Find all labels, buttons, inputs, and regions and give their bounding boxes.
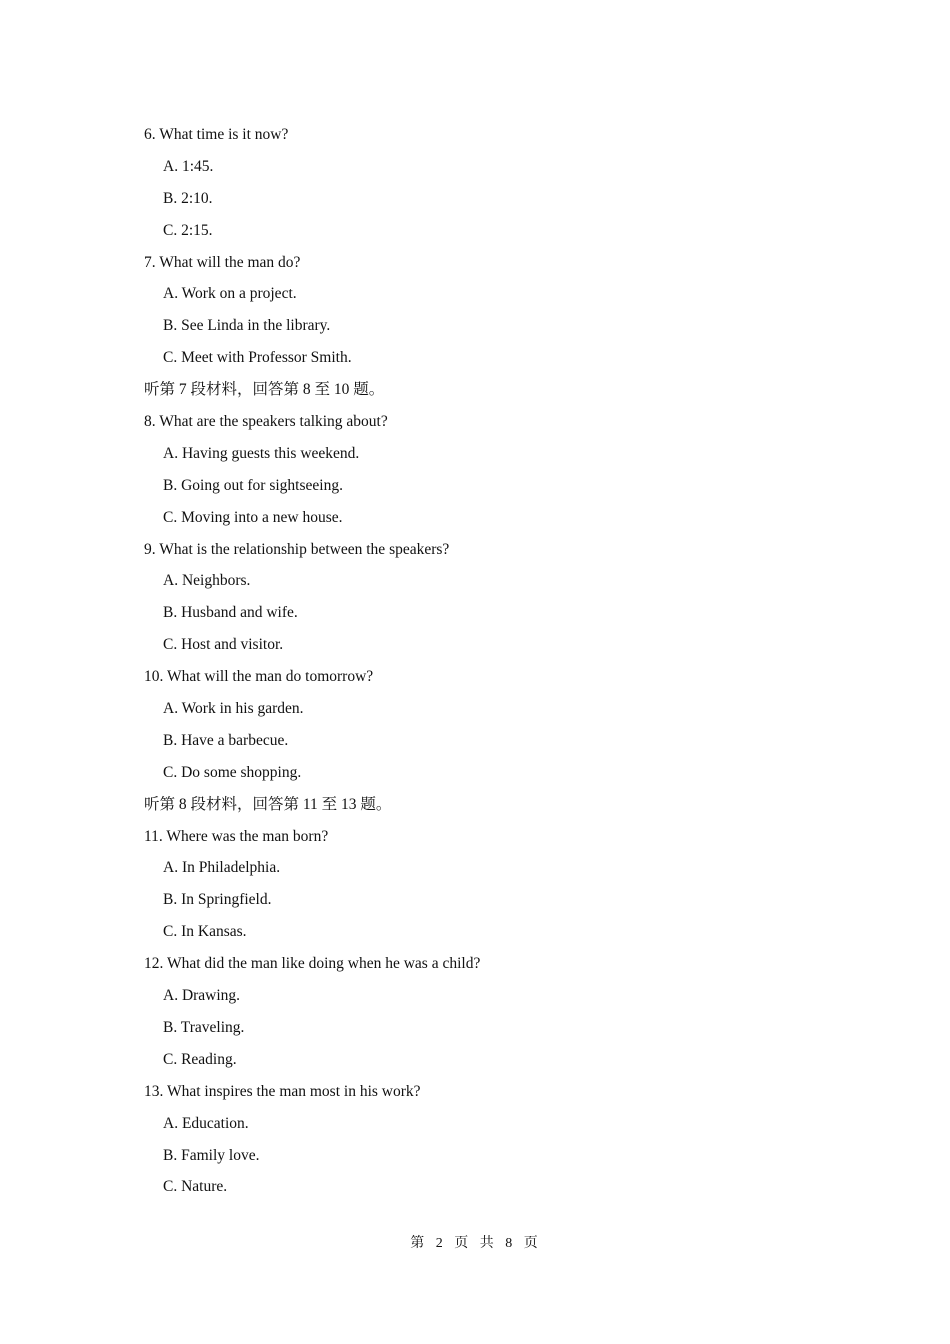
answer-option: B. Going out for sightseeing. — [163, 476, 343, 494]
answer-option: A. Neighbors. — [163, 572, 251, 590]
answer-option: C. Nature. — [163, 1178, 228, 1196]
question-text: 6. What time is it now? — [144, 126, 289, 143]
answer-option: A. Work on a project. — [163, 285, 297, 303]
question-text: 13. What inspires the man most in his work? — [144, 1082, 421, 1100]
question-text: 7. What will the man do? — [144, 253, 301, 271]
question-text: 11. Where was the man born? — [144, 827, 329, 845]
answer-option: B. Have a barbecue. — [163, 731, 289, 749]
answer-option: B. 2:10. — [163, 189, 213, 207]
answer-option: A. Work in his garden. — [163, 700, 304, 718]
answer-option: B. See Linda in the library. — [163, 317, 331, 335]
answer-option: A. Having guests this weekend. — [163, 444, 360, 462]
question-text: 10. What will the man do tomorrow? — [144, 668, 374, 686]
page-footer: 第 2 页 共 8 页 — [410, 1236, 540, 1251]
answer-option: C. Do some shopping. — [163, 763, 302, 781]
answer-option: A. 1:45. — [163, 157, 214, 175]
answer-option: C. Reading. — [163, 1050, 237, 1068]
answer-option: B. Traveling. — [163, 1018, 245, 1036]
answer-option: B. In Springfield. — [163, 891, 272, 909]
section-instruction: 听第 7 段材料，回答第 8 至 10 题。 — [144, 381, 385, 399]
question-text: 9. What is the relationship between the speakers? — [144, 540, 450, 558]
answer-option: C. Meet with Professor Smith. — [163, 349, 352, 367]
question-text: 8. What are the speakers talking about? — [144, 413, 388, 431]
answer-option: C. Host and visitor. — [163, 636, 284, 654]
section-instruction: 听第 8 段材料，回答第 11 至 13 题。 — [144, 795, 392, 813]
answer-option: B. Husband and wife. — [163, 604, 298, 622]
answer-option: B. Family love. — [163, 1146, 260, 1164]
answer-option: A. Drawing. — [163, 987, 241, 1005]
answer-option: A. Education. — [163, 1114, 249, 1132]
answer-option: C. In Kansas. — [163, 923, 247, 941]
exam-content — [144, 119, 844, 1203]
answer-option: C. 2:15. — [163, 221, 213, 239]
answer-option: A. In Philadelphia. — [163, 859, 281, 877]
answer-option: C. Moving into a new house. — [163, 508, 343, 526]
question-text: 12. What did the man like doing when he was a child? — [144, 955, 481, 973]
